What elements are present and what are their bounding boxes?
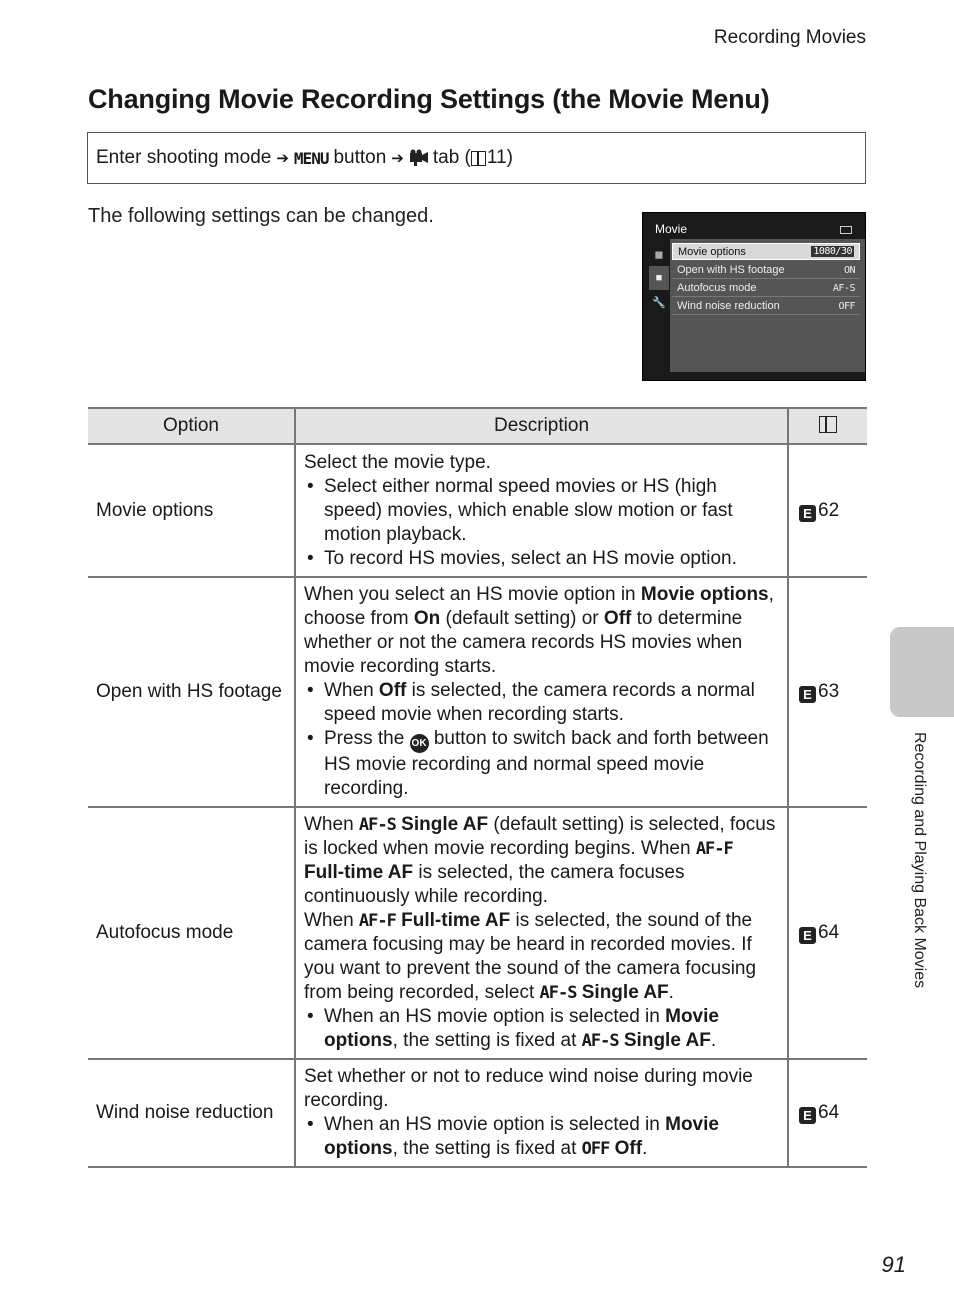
page-number: 91: [881, 1252, 906, 1277]
page-reference-number: 64: [818, 922, 840, 943]
movie-tab-icon: ■: [649, 266, 669, 290]
camera-menu-footer: [643, 372, 865, 380]
camera-tab-icon: ◼: [654, 248, 664, 261]
movie-camera-icon: [409, 149, 429, 167]
side-chapter-tab: [890, 627, 954, 717]
page-reference-number: 62: [818, 499, 840, 521]
battery-icon: [840, 226, 852, 234]
desc-text: When you select an HS movie option in Movie options, choose from On (default setting) or Off to determine whether or not the camera records HS movies when movie recording starts.: [304, 584, 774, 677]
camera-menu-row-value: ON: [843, 264, 855, 276]
desc-text: When AF-F Full-time AF is selected, the sound of the camera focusing may be heard in recorded movies. If you want to prevent the sound of the camera focusing from being recorded, select AF-S Single AF.: [304, 910, 757, 1003]
option-name: Movie options: [88, 444, 295, 577]
option-description: [295, 444, 788, 577]
header-section: Recording Movies: [713, 27, 866, 48]
nav-text: button: [333, 147, 387, 168]
navigation-path-box: [87, 132, 866, 184]
camera-menu-tabs: [649, 242, 669, 314]
desc-bullet: • To record HS movies, select an HS movie option.: [304, 547, 777, 571]
option-name: Wind noise reduction: [88, 1059, 295, 1167]
af-s-icon: AF-S: [358, 815, 396, 835]
camera-menu-title: Movie: [655, 222, 688, 236]
camera-menu-row-label: Wind noise reduction: [677, 300, 780, 312]
option-name: Autofocus mode: [88, 807, 295, 1059]
header-description: Description: [295, 408, 788, 444]
page-reference: [788, 807, 867, 1059]
option-name: Open with HS footage: [88, 577, 295, 807]
page-reference: [788, 577, 867, 807]
camera-menu-row: [672, 243, 860, 260]
af-f-icon: AF-F: [695, 839, 733, 859]
reference-section-icon: E: [799, 927, 816, 944]
arrow-right-icon: ➔: [391, 150, 404, 167]
nav-text: ): [506, 147, 513, 168]
camera-menu-row: [672, 280, 860, 297]
options-table: [88, 407, 867, 1168]
af-s-icon: AF-S: [539, 983, 577, 1003]
page-reference: [788, 1059, 867, 1167]
reference-section-icon: E: [799, 505, 816, 522]
camera-menu-screenshot: [642, 212, 866, 381]
header-option: Option: [88, 408, 295, 444]
page-title: Changing Movie Recording Settings (the Movie Menu): [88, 84, 770, 114]
option-description: [295, 1059, 788, 1167]
reference-book-icon: [471, 151, 486, 166]
arrow-right-icon: ➔: [276, 150, 289, 167]
reference-book-icon: [819, 416, 837, 433]
menu-button-icon: MENU: [293, 148, 329, 168]
table-row: [88, 807, 867, 1059]
desc-bullet: • Press the OK button to switch back and forth between HS movie recording and normal speed movie recording.: [304, 727, 777, 801]
nav-text: Enter shooting mode: [96, 147, 272, 168]
option-description: [295, 577, 788, 807]
desc-bullet: • When an HS movie option is selected in Movie options, the setting is fixed at AF-S Single AF.: [304, 1005, 777, 1053]
camera-menu-row: [672, 262, 860, 279]
nav-page-ref: 11: [486, 147, 507, 168]
reference-section-icon: E: [799, 686, 816, 703]
reference-section-icon: E: [799, 1107, 816, 1124]
desc-bullet: • When an HS movie option is selected in Movie options, the setting is fixed at OFF Off.: [304, 1113, 777, 1161]
intro-text: The following settings can be changed.: [88, 205, 434, 227]
desc-text: When AF-S Single AF (default setting) is selected, focus is locked when movie recording begins. When AF-F Full-time AF is selected, the camera focuses continuously while recording.: [304, 814, 776, 907]
table-row: [88, 444, 867, 577]
nav-text: tab (: [432, 147, 471, 168]
af-s-icon: AF-S: [581, 1031, 619, 1051]
camera-menu-row-label: Open with HS footage: [677, 264, 785, 276]
table-row: [88, 577, 867, 807]
page-reference-number: 63: [818, 681, 840, 702]
af-f-icon: AF-F: [358, 911, 396, 931]
camera-menu-row-value: 1080/30: [813, 246, 852, 257]
camera-menu-row-value: AF-S: [832, 282, 855, 294]
camera-menu-row: [672, 298, 860, 315]
desc-text: Select the movie type.: [304, 451, 491, 473]
desc-bullet: • Select either normal speed movies or HS (high speed) movies, which enable slow motion or fast motion playback.: [304, 475, 777, 547]
camera-menu-row-label: Movie options: [678, 245, 746, 258]
header-reference: [788, 408, 867, 444]
option-description: [295, 807, 788, 1059]
page-reference: [788, 444, 867, 577]
camera-menu-panel: [670, 239, 865, 372]
desc-text: Set whether or not to reduce wind noise during movie recording.: [304, 1066, 753, 1111]
table-header-row: [88, 408, 867, 444]
table-row: [88, 1059, 867, 1167]
wrench-tab-icon: 🔧: [652, 296, 666, 309]
off-icon: OFF: [581, 1139, 610, 1159]
ok-button-icon: OK: [410, 734, 429, 753]
side-chapter-label: Recording and Playing Back Movies: [911, 732, 928, 989]
desc-bullet: • When Off is selected, the camera records a normal speed movie when recording starts.: [304, 679, 777, 727]
camera-menu-row-value: OFF: [838, 300, 855, 312]
camera-menu-row-label: Autofocus mode: [677, 282, 757, 294]
page-reference-number: 64: [818, 1102, 840, 1123]
